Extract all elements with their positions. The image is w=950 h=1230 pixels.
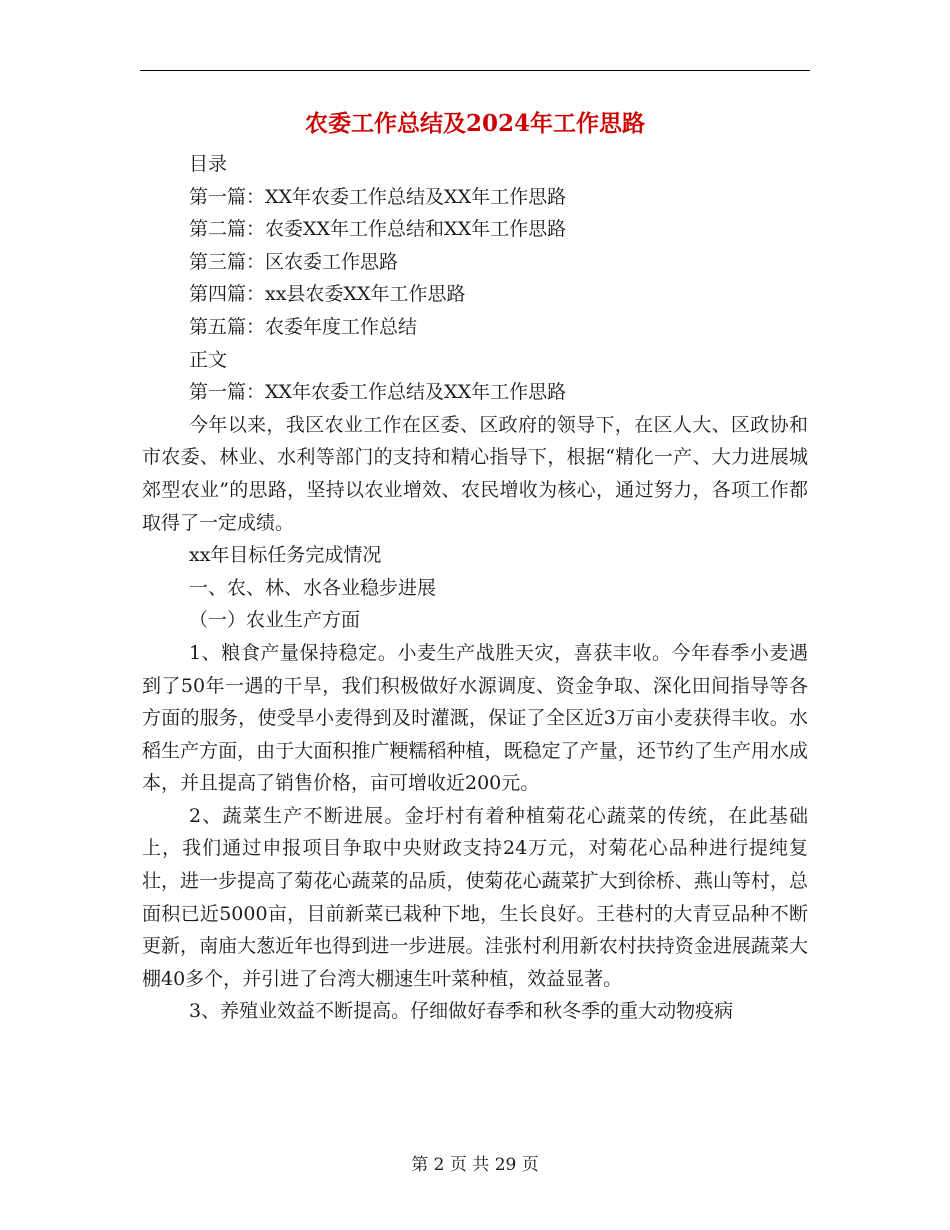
toc-item-5: 第五篇：农委年度工作总结 <box>189 315 418 338</box>
toc-heading: 目录 <box>189 153 228 175</box>
article-heading: 第一篇：XX年农委工作总结及XX年工作思路 <box>189 381 567 404</box>
body-heading: 正文 <box>189 348 228 371</box>
grain-paragraph: 1、粮食产量保持稳定。小麦生产战胜天灾，喜获丰收。今年春季小麦遇到了50年一遇的干旱，我们积极做好水源调度、资金争取、深化田间指导等各方面的服务，使受旱小麦得到及时灌溉，保证了全区近3万亩小麦获得丰收。水稻生产方面，由于大面积推广粳糯稻种植，既稳定了产量，还节约了生产用水成本，并且提高了销售价格，亩可增收近200元。 <box>142 641 808 795</box>
header-rule <box>140 70 810 71</box>
vegetable-paragraph: 2、蔬菜生产不断进展。金圩村有着种植菊花心蔬菜的传统，在此基础上，我们通过申报项目争取中央财政支持24万元，对菊花心品种进行提纯复壮，进一步提高了菊花心蔬菜的品质，使菊花心蔬菜扩大到徐桥、燕山等村，总面积已近5000亩，目前新菜已栽种下地，生长良好。王巷村的大青豆品种不断更新，南庙大葱近年也得到进一步进展。洼张村利用新农村扶持资金进展蔬菜大棚40多个，并引进了台湾大棚速生叶菜种植，效益显著。 <box>142 804 808 990</box>
toc-item-4: 第四篇：xx县农委XX年工作思路 <box>189 283 466 306</box>
subsection-one-heading: （一）农业生产方面 <box>189 609 361 632</box>
section-one-heading: 一、农、林、水各业稳步进展 <box>189 576 437 599</box>
toc-item-3: 第三篇：区农委工作思路 <box>189 250 399 273</box>
page-number-footer: 第 2 页 共 29 页 <box>411 1155 539 1175</box>
section-goal-heading: xx年目标任务完成情况 <box>189 544 382 567</box>
livestock-paragraph: 3、养殖业效益不断提高。仔细做好春季和秋冬季的重大动物疫病 <box>189 1000 734 1023</box>
document-body <box>142 148 808 1028</box>
toc-item-1: 第一篇：XX年农委工作总结及XX年工作思路 <box>189 185 567 208</box>
document-title: 农委工作总结及2024年工作思路 <box>304 110 645 137</box>
intro-paragraph: 今年以来，我区农业工作在区委、区政府的领导下，在区人大、区政协和市农委、林业、水利等部门的支持和精心指导下，根据“精化一产、大力进展城郊型农业”的思路，坚持以农业增效、农民增收为核心，通过努力，各项工作都取得了一定成绩。 <box>142 413 808 534</box>
toc-item-2: 第二篇：农委XX年工作总结和XX年工作思路 <box>189 218 567 241</box>
